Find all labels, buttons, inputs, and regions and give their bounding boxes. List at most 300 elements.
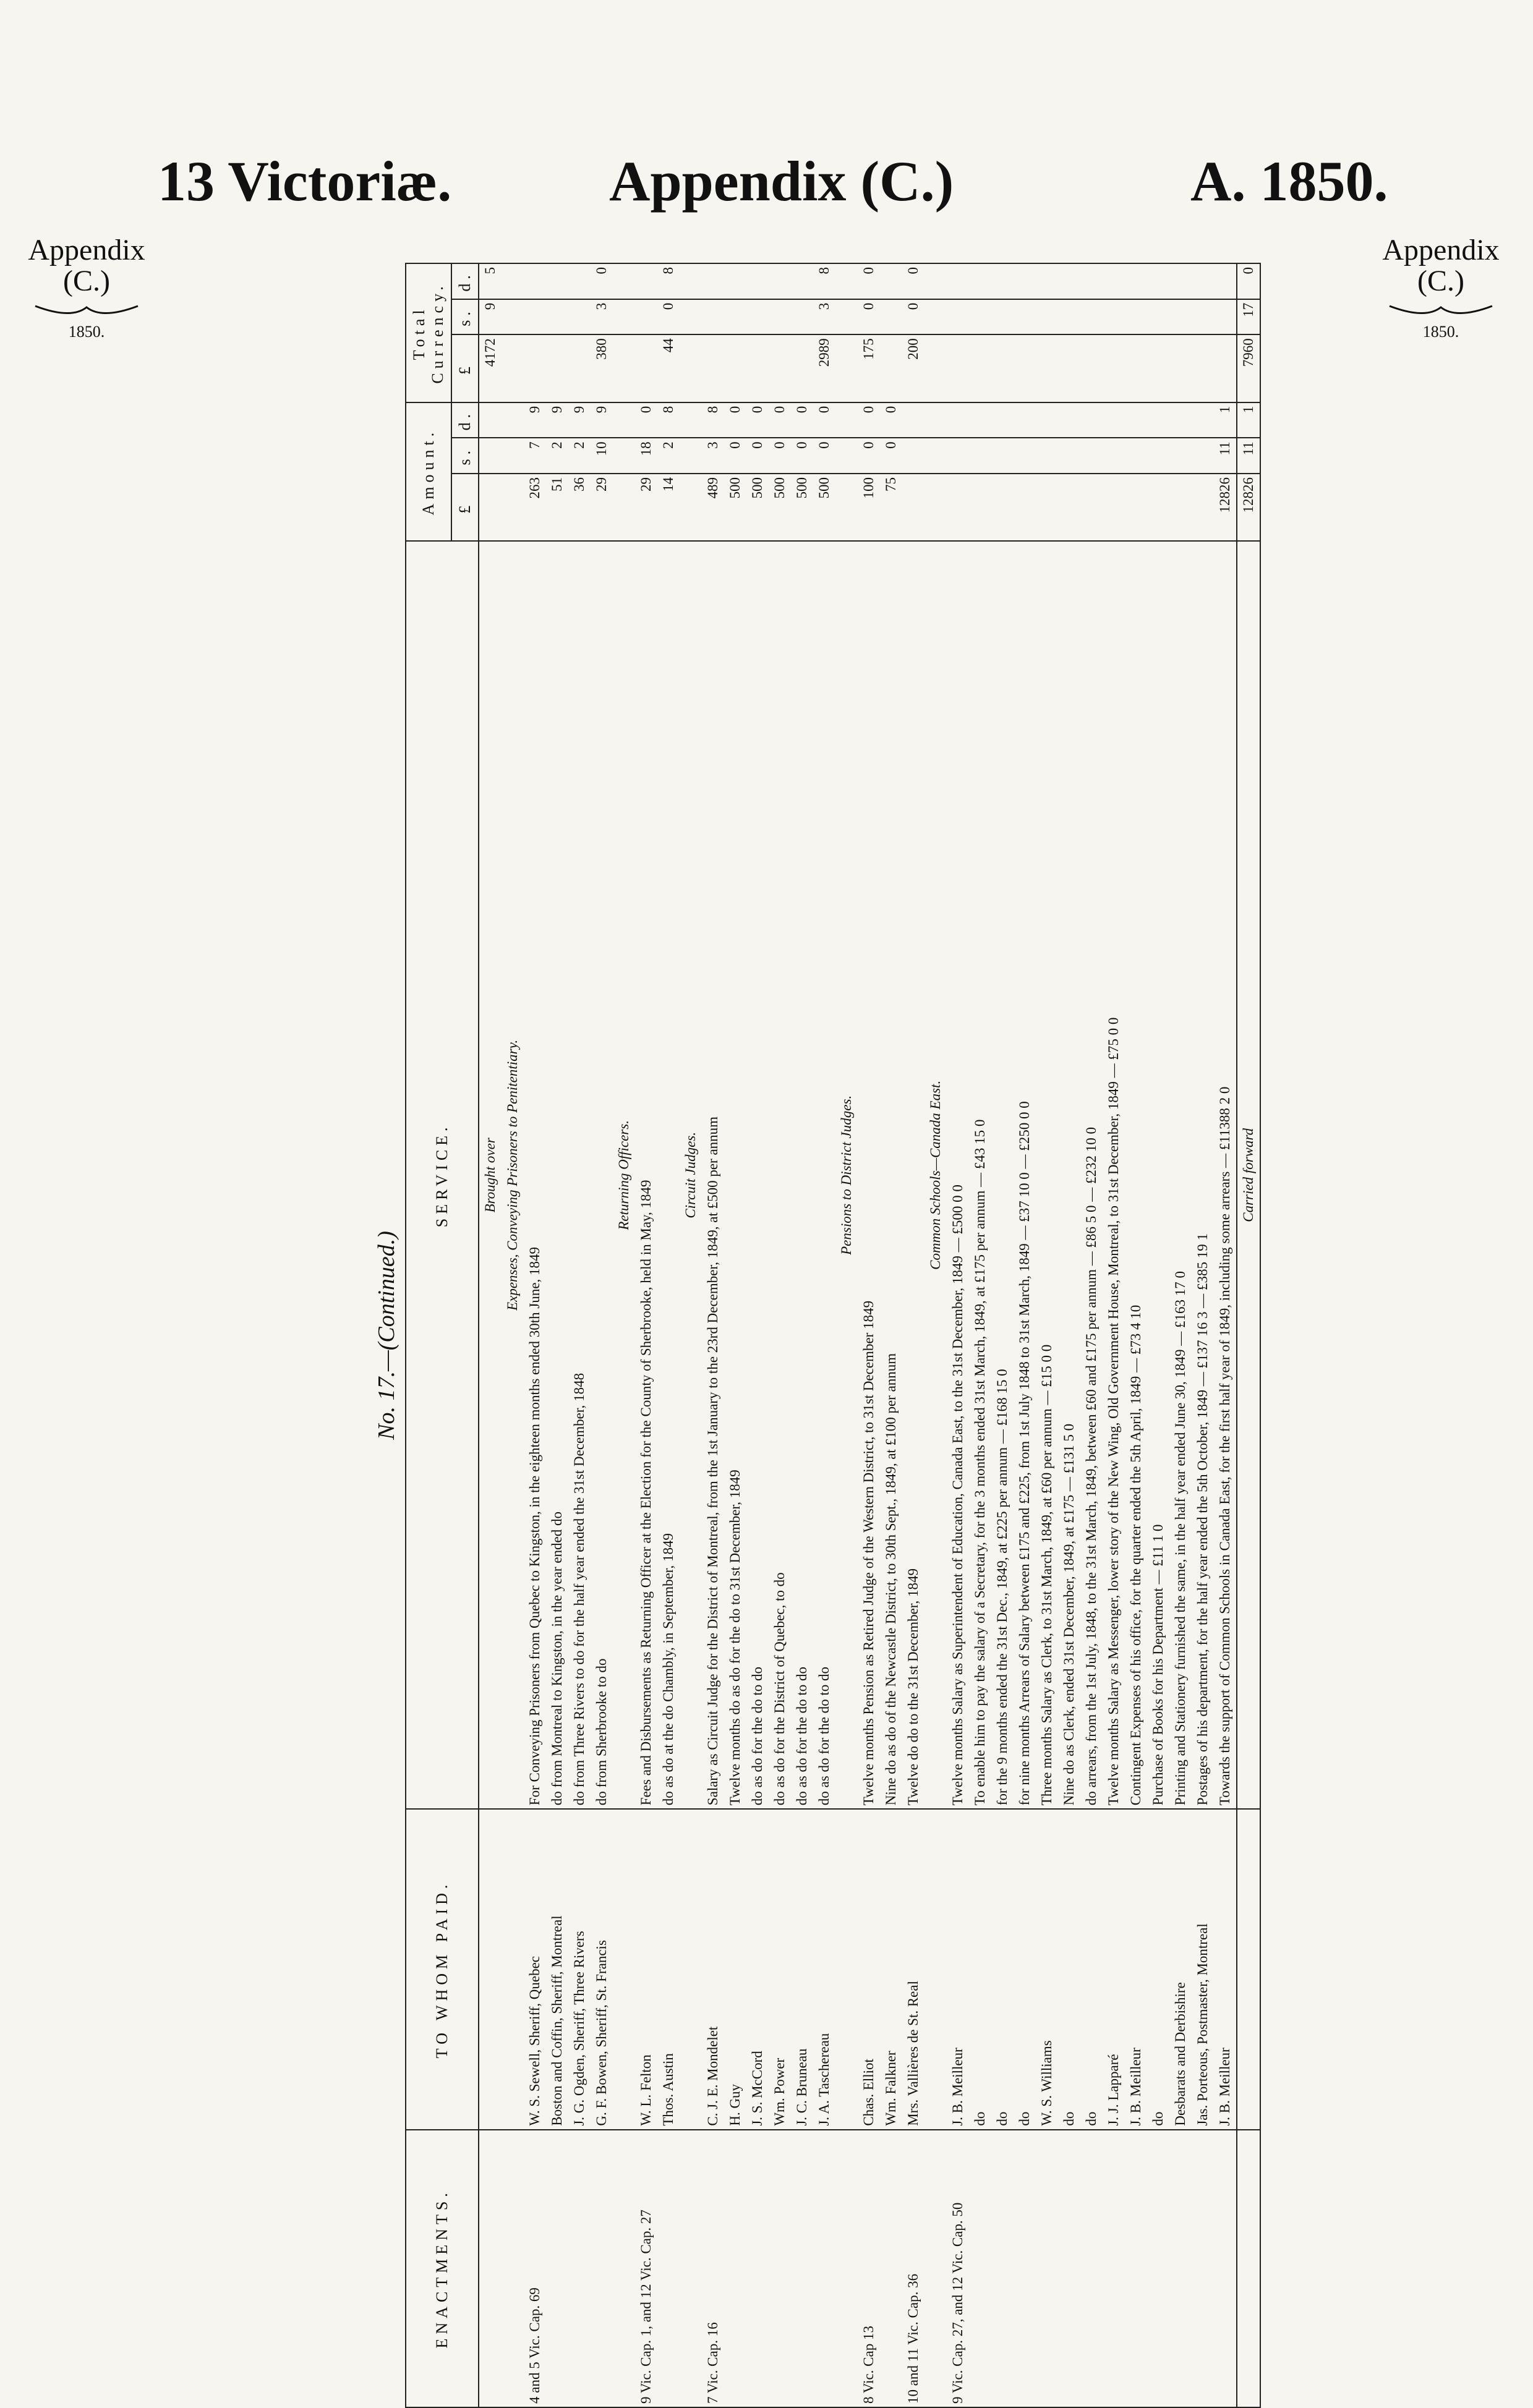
amount-cell: 0 [880, 438, 902, 474]
service-cell: do from Montreal to Kingston, in the year ended do [546, 541, 568, 1809]
total-cell: 8 [657, 263, 680, 299]
amount-cell: 3 [702, 438, 724, 474]
side-label-left-line2: (C.) [63, 265, 110, 298]
amount-cell: 11 [1237, 438, 1260, 474]
total-cell [880, 299, 902, 335]
amount-cell: 0 [858, 402, 880, 438]
amount-cell [991, 474, 1014, 541]
service-cell: do from Three Rivers to do for the half year ended the 31st December, 1848 [568, 541, 591, 1809]
amount-cell: 51 [546, 474, 568, 541]
running-head-center: Appendix (C.) [609, 150, 954, 213]
total-cell [835, 334, 858, 402]
amount-cell: 0 [880, 402, 902, 438]
table-row [835, 263, 858, 2407]
amount-cell [1192, 402, 1214, 438]
enactment-cell [680, 2130, 702, 2407]
amount-cell [680, 402, 702, 438]
enactment-cell [1237, 2130, 1260, 2407]
total-cell [724, 299, 746, 335]
payee-cell: Wm. Power [769, 1809, 791, 2129]
total-cell [702, 263, 724, 299]
total-cell [680, 299, 702, 335]
unit-pounds: £ [451, 334, 479, 402]
amount-cell [947, 474, 969, 541]
total-cell [924, 263, 947, 299]
amount-cell [835, 438, 858, 474]
amount-cell [1192, 438, 1214, 474]
enactment-cell [880, 2130, 902, 2407]
total-cell [1147, 299, 1169, 335]
enactment-cell [813, 2130, 835, 2407]
payee-cell: Thos. Austin [657, 1809, 680, 2129]
amount-cell: 0 [791, 438, 813, 474]
total-cell: 44 [657, 334, 680, 402]
amount-cell [991, 438, 1014, 474]
total-cell [546, 299, 568, 335]
total-cell [880, 263, 902, 299]
amount-cell [902, 402, 924, 438]
total-cell [1058, 334, 1080, 402]
total-cell: 0 [591, 263, 613, 299]
amount-cell: 0 [813, 402, 835, 438]
table-row [924, 263, 947, 2407]
payee-cell: J. B. Meilleur [947, 1809, 969, 2129]
table-row [1103, 263, 1125, 2407]
service-cell: Contingent Expenses of his office, for the quarter ended the 5th April, 1849 — £73 4 10 [1125, 541, 1147, 1809]
amount-cell [835, 474, 858, 541]
service-cell: Postages of his department, for the half year ended the 5th October, 1849 — £137 16 3 — £385 19 1 [1192, 541, 1214, 1809]
side-label-left [15, 235, 158, 340]
amount-cell: 1 [1237, 402, 1260, 438]
enactment-cell [791, 2130, 813, 2407]
amount-cell: 11 [1214, 438, 1237, 474]
payee-cell [479, 1809, 502, 2129]
payee-cell: do [1080, 1809, 1103, 2129]
amount-cell [1014, 474, 1036, 541]
total-cell [969, 334, 991, 402]
amount-cell: 2 [657, 438, 680, 474]
total-cell [924, 299, 947, 335]
service-cell: do from Sherbrooke to do [591, 541, 613, 1809]
total-cell [1125, 299, 1147, 335]
table-row [991, 263, 1014, 2407]
total-cell [769, 263, 791, 299]
amount-cell: 12826 [1214, 474, 1237, 541]
payee-cell: H. Guy [724, 1809, 746, 2129]
total-cell [680, 334, 702, 402]
amount-cell [1014, 438, 1036, 474]
service-cell: Salary as Circuit Judge for the District of Montreal, from the 1st January to the 23rd December, 1849, at £500 per annum [702, 541, 724, 1809]
payee-cell: J. B. Meilleur [1214, 1809, 1237, 2129]
service-cell: Twelve months do as do for the do to 31st December, 1849 [724, 541, 746, 1809]
table-caption: No. 17.—(Continued.) [374, 1231, 399, 1440]
table-row [769, 263, 791, 2407]
total-cell [991, 263, 1014, 299]
total-cell: 0 [858, 263, 880, 299]
total-cell: 380 [591, 334, 613, 402]
amount-cell [1103, 474, 1125, 541]
total-cell [1214, 299, 1237, 335]
amount-cell: 9 [524, 402, 546, 438]
total-cell: 0 [657, 299, 680, 335]
side-label-left-line1: Appendix [28, 234, 145, 266]
total-cell [502, 334, 524, 402]
service-cell: Expenses, Conveying Prisoners to Penitentiary. [502, 541, 524, 1809]
total-cell [769, 334, 791, 402]
enactment-cell [1080, 2130, 1103, 2407]
total-cell [969, 299, 991, 335]
table-row [880, 263, 902, 2407]
service-cell: Brought over [479, 541, 502, 1809]
amount-cell [1103, 402, 1125, 438]
total-cell [991, 334, 1014, 402]
service-cell: Purchase of Books for his Department — £11 1 0 [1147, 541, 1169, 1809]
amount-cell [1125, 474, 1147, 541]
total-cell: 200 [902, 334, 924, 402]
amount-cell: 0 [724, 402, 746, 438]
table-row [1147, 263, 1169, 2407]
amount-cell: 0 [858, 438, 880, 474]
total-cell: 9 [479, 299, 502, 335]
col-to-whom-paid: TO WHOM PAID. [406, 1809, 479, 2129]
total-cell [613, 299, 635, 335]
enactment-cell [1147, 2130, 1169, 2407]
enactment-cell [1036, 2130, 1058, 2407]
total-cell [1125, 334, 1147, 402]
enactment-cell [591, 2130, 613, 2407]
table-row [1237, 263, 1260, 2407]
amount-cell [1147, 402, 1169, 438]
payee-cell [1237, 1809, 1260, 2129]
amount-cell: 9 [546, 402, 568, 438]
amount-cell [1080, 438, 1103, 474]
amount-cell: 75 [880, 474, 902, 541]
payee-cell: do [1147, 1809, 1169, 2129]
amount-cell: 8 [657, 402, 680, 438]
total-cell [702, 334, 724, 402]
amount-cell [479, 402, 502, 438]
amount-cell: 9 [591, 402, 613, 438]
rotated-ledger [368, 263, 1533, 2408]
total-cell [969, 263, 991, 299]
amount-cell: 500 [724, 474, 746, 541]
total-cell [546, 263, 568, 299]
total-cell [1192, 334, 1214, 402]
amount-cell [969, 402, 991, 438]
enactment-cell [1125, 2130, 1147, 2407]
payee-cell [502, 1809, 524, 2129]
amount-cell [902, 438, 924, 474]
service-cell: Towards the support of Common Schools in Canada East, for the first half year of 1849, including some arrears — £11388 2 0 [1214, 541, 1237, 1809]
amount-cell: 0 [769, 438, 791, 474]
amount-cell [1169, 438, 1192, 474]
total-cell [568, 263, 591, 299]
total-cell [1014, 334, 1036, 402]
amount-cell [613, 438, 635, 474]
amount-cell: 2 [568, 438, 591, 474]
amount-cell [613, 402, 635, 438]
amount-cell [924, 402, 947, 438]
payee-cell [924, 1809, 947, 2129]
amount-cell: 0 [769, 402, 791, 438]
amount-cell [479, 474, 502, 541]
total-cell [1080, 263, 1103, 299]
amount-cell: 100 [858, 474, 880, 541]
running-head-left: 13 Victoriæ. [158, 150, 452, 213]
service-cell: Nine do as do of the Newcastle District, to 30th Sept., 1849, at £100 per annum [880, 541, 902, 1809]
total-cell [613, 334, 635, 402]
total-cell [1036, 334, 1058, 402]
total-cell [1214, 334, 1237, 402]
total-cell [724, 263, 746, 299]
table-row [524, 263, 546, 2407]
enactment-cell [568, 2130, 591, 2407]
amount-cell [1058, 402, 1080, 438]
total-cell [680, 263, 702, 299]
service-cell: Three months Salary as Clerk, to 31st March, 1849, at £60 per annum — £15 0 0 [1036, 541, 1058, 1809]
total-cell: 4172 [479, 334, 502, 402]
total-cell [1103, 263, 1125, 299]
amount-cell [835, 402, 858, 438]
payee-cell: J. C. Bruneau [791, 1809, 813, 2129]
payee-cell: do [991, 1809, 1014, 2129]
total-cell [791, 263, 813, 299]
enactment-cell: 7 Vic. Cap. 16 [702, 2130, 724, 2407]
amount-cell: 263 [524, 474, 546, 541]
table-row [1058, 263, 1080, 2407]
service-cell: Twelve do do to the 31st December, 1849 [902, 541, 924, 1809]
amount-cell: 0 [791, 402, 813, 438]
enactment-cell [991, 2130, 1014, 2407]
amount-cell [1080, 402, 1103, 438]
payee-cell [613, 1809, 635, 2129]
amount-cell: 36 [568, 474, 591, 541]
total-cell [1014, 299, 1036, 335]
service-cell: for nine months Arrears of Salary between £175 and £225, from 1st July 1848 to 31st March, 1849 — £37 10 0 — £250 0 0 [1014, 541, 1036, 1809]
col-service: SERVICE. [406, 541, 479, 1809]
amount-cell: 0 [724, 438, 746, 474]
total-cell [1058, 299, 1080, 335]
total-cell [568, 299, 591, 335]
total-cell [1103, 334, 1125, 402]
service-cell: do as do at the do Chambly, in September, 1849 [657, 541, 680, 1809]
table-row [724, 263, 746, 2407]
total-cell [635, 334, 657, 402]
table-row [969, 263, 991, 2407]
service-cell: Common Schools—Canada East. [924, 541, 947, 1809]
enactment-cell [1103, 2130, 1125, 2407]
amount-cell: 500 [791, 474, 813, 541]
amount-cell: 2 [546, 438, 568, 474]
total-cell [791, 299, 813, 335]
service-cell: Fees and Disbursements as Returning Officer at the Election for the County of Sherbrooke, held in May, 1849 [635, 541, 657, 1809]
service-cell: Printing and Stationery furnished the same, in the half year ended June 30, 1849 — £163 17 0 [1169, 541, 1192, 1809]
amount-cell [924, 474, 947, 541]
amount-cell [1080, 474, 1103, 541]
unit-shillings: s. [451, 438, 479, 474]
total-cell [546, 334, 568, 402]
total-cell [769, 299, 791, 335]
payee-cell: W. L. Felton [635, 1809, 657, 2129]
enactment-cell: 9 Vic. Cap. 27, and 12 Vic. Cap. 50 [947, 2130, 969, 2407]
amount-cell: 8 [702, 402, 724, 438]
payee-cell: Boston and Coffin, Sheriff, Montreal [546, 1809, 568, 2129]
total-cell [924, 334, 947, 402]
table-row [1169, 263, 1192, 2407]
table-row [947, 263, 969, 2407]
table-row [680, 263, 702, 2407]
total-cell [524, 299, 546, 335]
amount-cell [1036, 474, 1058, 541]
total-cell [1169, 299, 1192, 335]
table-row [479, 263, 502, 2407]
payee-cell [680, 1809, 702, 2129]
payee-cell: W. S. Williams [1036, 1809, 1058, 2129]
service-cell: do as do for the do to do [791, 541, 813, 1809]
payee-cell: Jas. Porteous, Postmaster, Montreal [1192, 1809, 1214, 2129]
enactment-cell [657, 2130, 680, 2407]
total-cell [635, 263, 657, 299]
table-row [791, 263, 813, 2407]
amount-cell [1103, 438, 1125, 474]
total-cell [1169, 263, 1192, 299]
total-cell [1169, 334, 1192, 402]
unit-pounds: £ [451, 474, 479, 541]
total-cell [1147, 334, 1169, 402]
table-row [858, 263, 880, 2407]
enactment-cell [924, 2130, 947, 2407]
total-cell [568, 334, 591, 402]
payee-cell: Chas. Elliot [858, 1809, 880, 2129]
amount-cell [969, 474, 991, 541]
amount-cell [680, 474, 702, 541]
enactment-cell [1192, 2130, 1214, 2407]
service-cell: For Conveying Prisoners from Quebec to Kingston, in the eighteen months ended 30th June, 1849 [524, 541, 546, 1809]
total-cell [991, 299, 1014, 335]
table-row [568, 263, 591, 2407]
service-cell: Carried forward [1237, 541, 1260, 1809]
enactment-cell [502, 2130, 524, 2407]
total-cell [1125, 263, 1147, 299]
table-row [1014, 263, 1036, 2407]
total-cell [1080, 334, 1103, 402]
payee-cell [835, 1809, 858, 2129]
amount-cell [947, 438, 969, 474]
service-cell: Twelve months Pension as Retired Judge of the Western District, to 31st December 1849 [858, 541, 880, 1809]
amount-cell: 0 [746, 402, 769, 438]
total-cell [947, 299, 969, 335]
enactment-cell: 9 Vic. Cap. 1, and 12 Vic. Cap. 27 [635, 2130, 657, 2407]
total-cell: 7960 [1237, 334, 1260, 402]
table-row [813, 263, 835, 2407]
total-cell: 2989 [813, 334, 835, 402]
enactment-cell [835, 2130, 858, 2407]
total-cell [1103, 299, 1125, 335]
service-cell: Nine do as Clerk, ended 31st December, 1849, at £175 — £131 5 0 [1058, 541, 1080, 1809]
total-cell: 0 [858, 299, 880, 335]
side-label-right-year: 1850. [1422, 322, 1459, 341]
amount-cell [479, 438, 502, 474]
total-cell [502, 263, 524, 299]
payee-cell: do [1058, 1809, 1080, 2129]
total-cell [724, 334, 746, 402]
total-cell [746, 334, 769, 402]
amount-cell [502, 402, 524, 438]
service-cell: Twelve months Salary as Superintendent of Education, Canada East, to the 31st December, 1849 — £500 0 0 [947, 541, 969, 1809]
amount-cell [1169, 402, 1192, 438]
total-cell: 5 [479, 263, 502, 299]
payee-cell: J. B. Meilleur [1125, 1809, 1147, 2129]
total-cell [746, 299, 769, 335]
payee-cell: J. J. Lapparé [1103, 1809, 1125, 2129]
amount-cell [1125, 402, 1147, 438]
total-cell: 175 [858, 334, 880, 402]
total-cell [880, 334, 902, 402]
payee-cell: Mrs. Vallières de St. Real [902, 1809, 924, 2129]
total-cell [702, 299, 724, 335]
table-row [546, 263, 568, 2407]
service-cell: Twelve months Salary as Messenger, lower story of the New Wing, Old Government House, Montreal, to 31st December, 1849 — £75 0 0 [1103, 541, 1125, 1809]
payee-cell: G. F. Bowen, Sheriff, St. Francis [591, 1809, 613, 2129]
unit-shillings: s. [451, 299, 479, 335]
enactment-cell: 10 and 11 Vic. Cap. 36 [902, 2130, 924, 2407]
service-cell: Returning Officers. [613, 541, 635, 1809]
payee-cell: do [1014, 1809, 1036, 2129]
amount-cell: 500 [769, 474, 791, 541]
col-amount: Amount. [406, 402, 451, 542]
service-cell: do as do for the do to do [746, 541, 769, 1809]
service-cell: do as do for the do to do [813, 541, 835, 1809]
total-cell [1080, 299, 1103, 335]
total-cell [791, 334, 813, 402]
amount-cell [1147, 438, 1169, 474]
amount-cell: 9 [568, 402, 591, 438]
total-cell: 0 [1237, 263, 1260, 299]
side-label-right-line1: Appendix [1382, 234, 1500, 266]
amount-cell: 7 [524, 438, 546, 474]
amount-cell: 0 [635, 402, 657, 438]
flourish-icon [34, 301, 139, 320]
amount-cell [680, 438, 702, 474]
enactment-cell [969, 2130, 991, 2407]
total-cell [947, 263, 969, 299]
amount-cell: 29 [635, 474, 657, 541]
total-cell [1058, 263, 1080, 299]
amount-cell [1014, 402, 1036, 438]
table-row [1125, 263, 1147, 2407]
amount-cell: 489 [702, 474, 724, 541]
total-cell [1147, 263, 1169, 299]
amount-cell: 0 [746, 438, 769, 474]
total-cell [1214, 263, 1237, 299]
amount-cell: 18 [635, 438, 657, 474]
service-cell: for the 9 months ended the 31st Dec., 1849, at £225 per annum — £168 15 0 [991, 541, 1014, 1809]
total-cell [1192, 263, 1214, 299]
table-row [591, 263, 613, 2407]
total-cell [947, 334, 969, 402]
payee-cell: Wm. Falkner [880, 1809, 902, 2129]
amount-cell [1192, 474, 1214, 541]
running-head-right: A. 1850. [1190, 150, 1388, 213]
payee-cell: W. S. Sewell, Sheriff, Quebec [524, 1809, 546, 2129]
total-cell [635, 299, 657, 335]
total-cell [1036, 299, 1058, 335]
total-cell [524, 334, 546, 402]
service-cell: do as do for the District of Quebec, to do [769, 541, 791, 1809]
service-cell: Circuit Judges. [680, 541, 702, 1809]
amount-cell [1125, 438, 1147, 474]
enactment-cell: 4 and 5 Vic. Cap. 69 [524, 2130, 546, 2407]
